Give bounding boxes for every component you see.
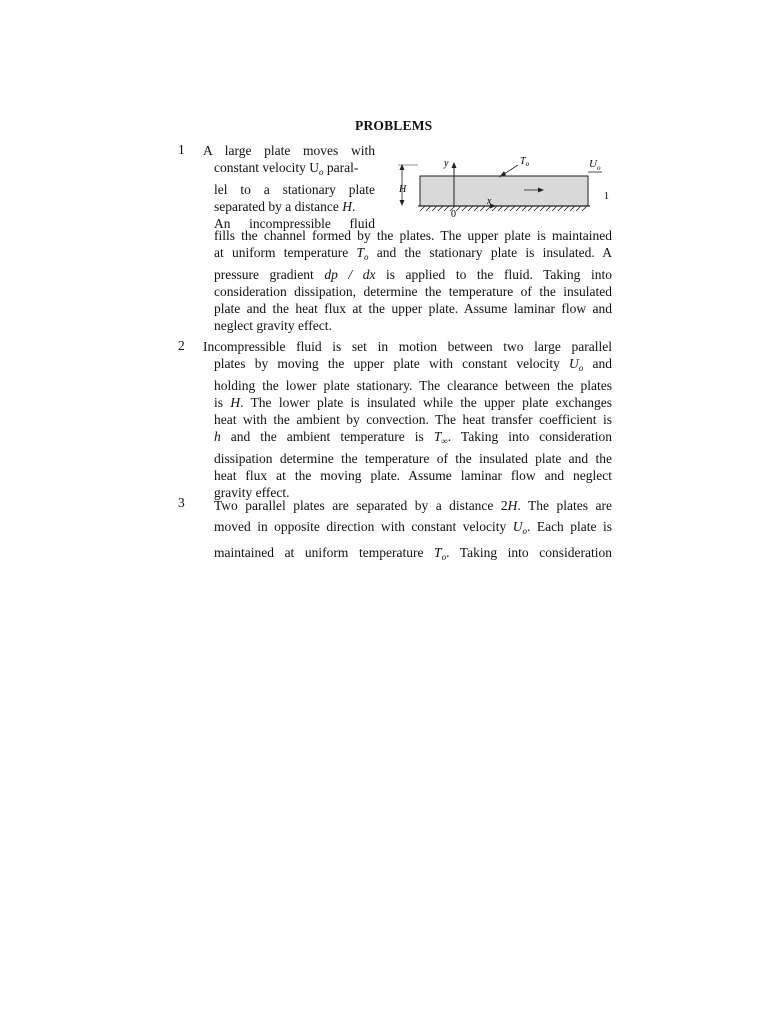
height-label: H: [399, 184, 407, 195]
problem-2-text: Incompressible fluid is set in motion between two large parallel plates by moving the upper plate with constant velocity $U_o$ and holding the lower plate stationary. The clearance between the plates is H. The lower plate is insulated while the upper plate exchanges heat with the ambient by convection. The heat transfer coefficient is h and the ambient temperature is $T_\infty$. Taking into consideration dissipation determine the temperature of the insulated plate and the heat flux at the moving plate. Assume laminar flow and neglect gravity effect.: [203, 339, 613, 500]
problem-3-number: 3: [178, 495, 185, 510]
page-heading: PROBLEMS: [355, 118, 433, 133]
problem-3-text: Two parallel plates are separated by a distance 2H. The plates are moved in opposite direction with constant velocity $U_o$. Each plate is maintained at uniform temperature $T_o$. Taking into consideration: [214, 498, 613, 562]
problem-2-number: 2: [178, 338, 185, 353]
velocity-label: $U_o$: [589, 158, 601, 172]
y-axis-arrowhead: [452, 162, 457, 168]
temperature-label: $T_o$: [520, 156, 530, 168]
problem-1-text: fills the channel formed by the plates. The upper plate is maintained at uniform temperature $T_o$ and the stationary plate is insulated. A pressure gradient dp / dx is applied to the fluid. Taking into consideration dissipation, determine the temperature of the insulated plate and the heat flux at the upper plate. Assume laminar flow and neglect gravity effect.: [214, 228, 612, 333]
edge-mark: 1: [604, 191, 609, 202]
problem-1-wrapped-text: A large plate moves with constant velocity $U_o$ paral- lel to a stationary plate separated by a distance H. An incompressible fluid: [203, 143, 375, 231]
problem-1-number: 1: [178, 142, 185, 157]
ground-hatching: [420, 206, 587, 211]
x-axis-label: x: [487, 196, 492, 207]
y-axis-label: y: [444, 158, 449, 169]
channel-flow-figure: [396, 152, 612, 220]
channel-diagram: [396, 152, 612, 220]
fluid-channel: [420, 176, 588, 206]
origin-label: 0: [451, 209, 456, 220]
